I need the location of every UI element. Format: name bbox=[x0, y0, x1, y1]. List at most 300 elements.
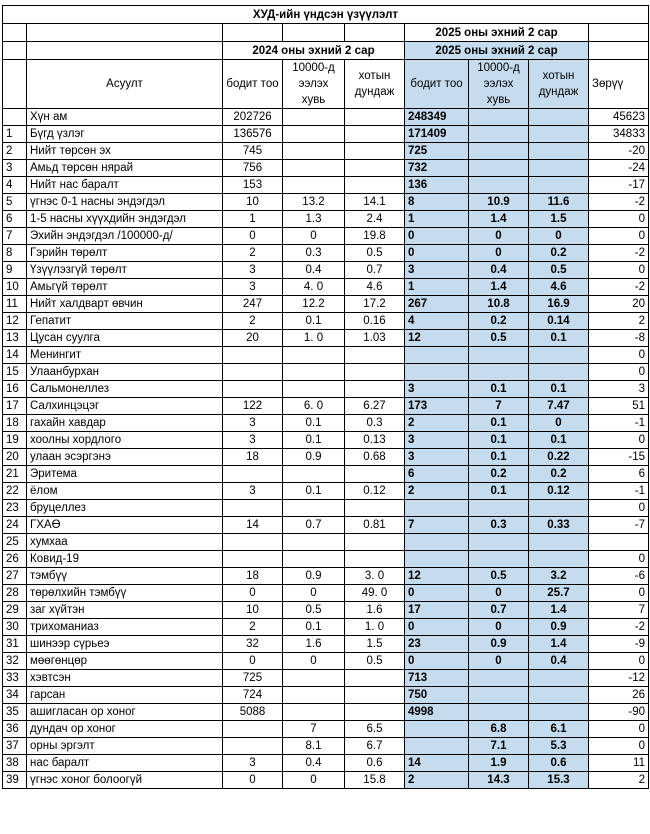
rate-2024 bbox=[283, 500, 345, 517]
count-2025: 7 bbox=[405, 517, 469, 534]
count-2025: 248349 bbox=[405, 109, 469, 126]
avg-2024 bbox=[345, 347, 405, 364]
avg-2025 bbox=[529, 534, 589, 551]
rate-2025: 0 bbox=[469, 245, 529, 262]
count-2024 bbox=[223, 500, 283, 517]
count-2024: 247 bbox=[223, 296, 283, 313]
rate-2025: 0.1 bbox=[469, 483, 529, 500]
rate-2025 bbox=[469, 109, 529, 126]
rate-2024 bbox=[283, 704, 345, 721]
row-number: 33 bbox=[3, 670, 27, 687]
diff-value: -8 bbox=[589, 330, 649, 347]
avg-2025: 0.33 bbox=[529, 517, 589, 534]
count-2025 bbox=[405, 347, 469, 364]
count-2024: 136576 bbox=[223, 126, 283, 143]
count-2024: 2 bbox=[223, 245, 283, 262]
table-row bbox=[3, 262, 649, 279]
diff-value: 26 bbox=[589, 687, 649, 704]
avg-2025: 0.5 bbox=[529, 262, 589, 279]
avg-2024 bbox=[345, 551, 405, 568]
indicator-name: Амьгүй төрөлт bbox=[27, 279, 223, 296]
period-2025-top: 2025 оны эхний 2 сар bbox=[405, 24, 589, 42]
count-2025: 0 bbox=[405, 653, 469, 670]
row-number: 31 bbox=[3, 636, 27, 653]
row-number: 35 bbox=[3, 704, 27, 721]
table-row bbox=[3, 602, 649, 619]
diff-value: -24 bbox=[589, 160, 649, 177]
row-number: 17 bbox=[3, 398, 27, 415]
indicator-name: Менингит bbox=[27, 347, 223, 364]
rate-2024: 0.1 bbox=[283, 415, 345, 432]
avg-2025: 0.2 bbox=[529, 245, 589, 262]
count-2025: 0 bbox=[405, 619, 469, 636]
count-2024: 10 bbox=[223, 194, 283, 211]
rate-2025 bbox=[469, 177, 529, 194]
avg-2025 bbox=[529, 670, 589, 687]
table-row bbox=[3, 670, 649, 687]
row-number: 22 bbox=[3, 483, 27, 500]
table-row bbox=[3, 194, 649, 211]
count-2025: 12 bbox=[405, 330, 469, 347]
rate-2024 bbox=[283, 126, 345, 143]
table-title: ХУД-ийн үндсэн үзүүлэлт bbox=[3, 6, 649, 24]
diff-value: -7 bbox=[589, 517, 649, 534]
avg-2024: 0.16 bbox=[345, 313, 405, 330]
rate-2024: 1.6 bbox=[283, 636, 345, 653]
indicator-name: Нийт нас баралт bbox=[27, 177, 223, 194]
avg-2025: 0.22 bbox=[529, 449, 589, 466]
avg-2024: 49. 0 bbox=[345, 585, 405, 602]
count-2025: 3 bbox=[405, 262, 469, 279]
diff-value: 0 bbox=[589, 500, 649, 517]
count-2025: 173 bbox=[405, 398, 469, 415]
rate-2025: 0.3 bbox=[469, 517, 529, 534]
diff-value: -20 bbox=[589, 143, 649, 160]
avg-2024 bbox=[345, 364, 405, 381]
row-number: 6 bbox=[3, 211, 27, 228]
table-row bbox=[3, 398, 649, 415]
diff-value: -15 bbox=[589, 449, 649, 466]
indicator-name: бруцеллез bbox=[27, 500, 223, 517]
rate-2025: 0.7 bbox=[469, 602, 529, 619]
row-number: 37 bbox=[3, 738, 27, 755]
diff-value: 6 bbox=[589, 466, 649, 483]
table-row bbox=[3, 687, 649, 704]
avg-2024: 19.8 bbox=[345, 228, 405, 245]
avg-2024 bbox=[345, 177, 405, 194]
avg-2025 bbox=[529, 500, 589, 517]
row-number bbox=[3, 109, 27, 126]
avg-2025 bbox=[529, 177, 589, 194]
avg-2025: 0.1 bbox=[529, 432, 589, 449]
avg-2025: 1.5 bbox=[529, 211, 589, 228]
rate-2024: 0.1 bbox=[283, 313, 345, 330]
rate-2025: 1.4 bbox=[469, 279, 529, 296]
indicator-name: Бүгд үзлэг bbox=[27, 126, 223, 143]
avg-header-2025: хотын дундаж bbox=[529, 60, 589, 109]
count-2024: 3 bbox=[223, 483, 283, 500]
avg-2025: 3.2 bbox=[529, 568, 589, 585]
rate-header-2025: 10000-д ээлэх хувь bbox=[469, 60, 529, 109]
rate-2025 bbox=[469, 347, 529, 364]
indicator-name: үгнэс 0-1 насны эндэгдэл bbox=[27, 194, 223, 211]
avg-2025 bbox=[529, 160, 589, 177]
avg-2025 bbox=[529, 347, 589, 364]
count-2025: 6 bbox=[405, 466, 469, 483]
count-2024: 0 bbox=[223, 653, 283, 670]
indicator-name: гахайн хавдар bbox=[27, 415, 223, 432]
table-row bbox=[3, 738, 649, 755]
row-number: 14 bbox=[3, 347, 27, 364]
row-number: 19 bbox=[3, 432, 27, 449]
avg-2024: 6.27 bbox=[345, 398, 405, 415]
rate-2024 bbox=[283, 109, 345, 126]
avg-2024: 6.5 bbox=[345, 721, 405, 738]
rate-2024 bbox=[283, 381, 345, 398]
table-row bbox=[3, 449, 649, 466]
rate-2024: 0.1 bbox=[283, 432, 345, 449]
indicator-name: Ковид-19 bbox=[27, 551, 223, 568]
indicator-name: нас баралт bbox=[27, 755, 223, 772]
indicator-name: тэмбүү bbox=[27, 568, 223, 585]
diff-value: 7 bbox=[589, 602, 649, 619]
count-2025: 171409 bbox=[405, 126, 469, 143]
rate-2025: 0.2 bbox=[469, 466, 529, 483]
rate-2025 bbox=[469, 126, 529, 143]
count-2024: 725 bbox=[223, 670, 283, 687]
avg-2025: 0.2 bbox=[529, 466, 589, 483]
indicator-name: Гэрийн төрөлт bbox=[27, 245, 223, 262]
row-number: 16 bbox=[3, 381, 27, 398]
avg-2025: 1.4 bbox=[529, 602, 589, 619]
count-2024 bbox=[223, 347, 283, 364]
table-row bbox=[3, 313, 649, 330]
avg-header-2024: хотын дундаж bbox=[345, 60, 405, 109]
rate-2024: 1.3 bbox=[283, 211, 345, 228]
row-number: 4 bbox=[3, 177, 27, 194]
indicator-name: улаан эсэргэнэ bbox=[27, 449, 223, 466]
row-number: 34 bbox=[3, 687, 27, 704]
rate-2024 bbox=[283, 466, 345, 483]
avg-2024: 1.5 bbox=[345, 636, 405, 653]
rate-2025: 0.5 bbox=[469, 330, 529, 347]
rate-2024: 0.5 bbox=[283, 602, 345, 619]
diff-value: 0 bbox=[589, 347, 649, 364]
count-2024: 3 bbox=[223, 415, 283, 432]
count-2025 bbox=[405, 534, 469, 551]
rate-2024: 0 bbox=[283, 653, 345, 670]
rate-2025 bbox=[469, 551, 529, 568]
table-row bbox=[3, 245, 649, 262]
diff-value: -2 bbox=[589, 279, 649, 296]
rate-2024: 8.1 bbox=[283, 738, 345, 755]
indicator-name: ГХАӨ bbox=[27, 517, 223, 534]
diff-value: -1 bbox=[589, 415, 649, 432]
diff-value: -90 bbox=[589, 704, 649, 721]
indicator-name: Нийт халдварт өвчин bbox=[27, 296, 223, 313]
indicator-name: мөөгөнцөр bbox=[27, 653, 223, 670]
count-2024: 2 bbox=[223, 619, 283, 636]
table-row bbox=[3, 143, 649, 160]
diff-value: 0 bbox=[589, 585, 649, 602]
rate-2024: 0.7 bbox=[283, 517, 345, 534]
rate-2024: 0.1 bbox=[283, 619, 345, 636]
indicator-name: хоолны хордлого bbox=[27, 432, 223, 449]
table-row bbox=[3, 500, 649, 517]
table-row bbox=[3, 466, 649, 483]
rate-2025 bbox=[469, 670, 529, 687]
indicator-name: дундач ор хоног bbox=[27, 721, 223, 738]
rate-2025: 10.8 bbox=[469, 296, 529, 313]
indicator-name: Салхинцэцэг bbox=[27, 398, 223, 415]
avg-2025: 0.1 bbox=[529, 381, 589, 398]
rate-2024: 1. 0 bbox=[283, 330, 345, 347]
rate-2024 bbox=[283, 347, 345, 364]
avg-2025: 7.47 bbox=[529, 398, 589, 415]
rate-2025: 0.1 bbox=[469, 415, 529, 432]
diff-value: 0 bbox=[589, 551, 649, 568]
diff-value: 3 bbox=[589, 381, 649, 398]
rate-2025 bbox=[469, 160, 529, 177]
row-number: 39 bbox=[3, 772, 27, 789]
avg-2024: 3. 0 bbox=[345, 568, 405, 585]
row-number: 30 bbox=[3, 619, 27, 636]
count-2025: 0 bbox=[405, 585, 469, 602]
table-row bbox=[3, 160, 649, 177]
count-2024 bbox=[223, 381, 283, 398]
rate-2025: 1.4 bbox=[469, 211, 529, 228]
avg-2024: 2.4 bbox=[345, 211, 405, 228]
table-row bbox=[3, 772, 649, 789]
count-2025: 23 bbox=[405, 636, 469, 653]
count-2025: 2 bbox=[405, 772, 469, 789]
avg-2025: 11.6 bbox=[529, 194, 589, 211]
avg-2024: 4.6 bbox=[345, 279, 405, 296]
count-2025 bbox=[405, 500, 469, 517]
table-row bbox=[3, 177, 649, 194]
count-2025: 0 bbox=[405, 245, 469, 262]
table-row bbox=[3, 619, 649, 636]
count-header-2025: бодит тоо bbox=[405, 60, 469, 109]
rate-2025: 6.8 bbox=[469, 721, 529, 738]
rate-2024 bbox=[283, 534, 345, 551]
avg-2025: 0 bbox=[529, 415, 589, 432]
rate-2025 bbox=[469, 687, 529, 704]
row-number: 28 bbox=[3, 585, 27, 602]
rate-2025: 0 bbox=[469, 653, 529, 670]
indicator-name: ёлом bbox=[27, 483, 223, 500]
row-number: 32 bbox=[3, 653, 27, 670]
diff-value: 51 bbox=[589, 398, 649, 415]
avg-2025: 15.3 bbox=[529, 772, 589, 789]
row-number: 5 bbox=[3, 194, 27, 211]
avg-2024 bbox=[345, 704, 405, 721]
diff-value: 45623 bbox=[589, 109, 649, 126]
count-2025: 3 bbox=[405, 432, 469, 449]
rate-2025: 10.9 bbox=[469, 194, 529, 211]
avg-2024 bbox=[345, 670, 405, 687]
rate-2024: 0.3 bbox=[283, 245, 345, 262]
group-header-2024: 2024 оны эхний 2 сар bbox=[223, 42, 405, 60]
rate-2024: 0 bbox=[283, 228, 345, 245]
avg-2024 bbox=[345, 534, 405, 551]
table-row bbox=[3, 364, 649, 381]
avg-2024 bbox=[345, 109, 405, 126]
avg-2024: 1.03 bbox=[345, 330, 405, 347]
rate-2024 bbox=[283, 177, 345, 194]
indicator-name: гарсан bbox=[27, 687, 223, 704]
diff-value: 0 bbox=[589, 228, 649, 245]
avg-2024: 6.7 bbox=[345, 738, 405, 755]
count-2025 bbox=[405, 721, 469, 738]
indicator-table bbox=[2, 5, 649, 789]
rate-2025: 0.9 bbox=[469, 636, 529, 653]
rate-2025: 0 bbox=[469, 619, 529, 636]
indicator-name: төрөлхийн тэмбүү bbox=[27, 585, 223, 602]
rate-2025: 0.1 bbox=[469, 381, 529, 398]
count-2025 bbox=[405, 364, 469, 381]
rate-2024: 7 bbox=[283, 721, 345, 738]
count-2024: 20 bbox=[223, 330, 283, 347]
row-number: 10 bbox=[3, 279, 27, 296]
table-row bbox=[3, 279, 649, 296]
avg-2025 bbox=[529, 364, 589, 381]
row-number: 21 bbox=[3, 466, 27, 483]
avg-2025 bbox=[529, 704, 589, 721]
rate-2025: 0.4 bbox=[469, 262, 529, 279]
row-number: 26 bbox=[3, 551, 27, 568]
count-2024: 32 bbox=[223, 636, 283, 653]
diff-value: 2 bbox=[589, 772, 649, 789]
avg-2024 bbox=[345, 381, 405, 398]
avg-2024: 0.7 bbox=[345, 262, 405, 279]
row-number: 12 bbox=[3, 313, 27, 330]
count-2024: 1 bbox=[223, 211, 283, 228]
avg-2025: 6.1 bbox=[529, 721, 589, 738]
count-2025: 1 bbox=[405, 279, 469, 296]
count-2024: 202726 bbox=[223, 109, 283, 126]
table-row bbox=[3, 636, 649, 653]
rate-2024: 0.9 bbox=[283, 568, 345, 585]
table-row bbox=[3, 126, 649, 143]
row-number: 2 bbox=[3, 143, 27, 160]
rate-2025: 14.3 bbox=[469, 772, 529, 789]
diff-value bbox=[589, 534, 649, 551]
table-row bbox=[3, 517, 649, 534]
avg-2025: 0.12 bbox=[529, 483, 589, 500]
row-number: 1 bbox=[3, 126, 27, 143]
indicator-name: Эритема bbox=[27, 466, 223, 483]
count-2024 bbox=[223, 721, 283, 738]
count-2025: 17 bbox=[405, 602, 469, 619]
table-row bbox=[3, 534, 649, 551]
rate-2024: 0.4 bbox=[283, 262, 345, 279]
table-row bbox=[3, 585, 649, 602]
avg-2025: 0 bbox=[529, 228, 589, 245]
count-2024: 3 bbox=[223, 432, 283, 449]
rate-2024 bbox=[283, 160, 345, 177]
row-number: 15 bbox=[3, 364, 27, 381]
diff-value: -6 bbox=[589, 568, 649, 585]
table-row bbox=[3, 653, 649, 670]
diff-value: 0 bbox=[589, 738, 649, 755]
avg-2025: 0.9 bbox=[529, 619, 589, 636]
indicator-name: шинээр сүрьеэ bbox=[27, 636, 223, 653]
count-2024: 745 bbox=[223, 143, 283, 160]
count-2025: 1 bbox=[405, 211, 469, 228]
rate-2025 bbox=[469, 534, 529, 551]
avg-2025: 0.1 bbox=[529, 330, 589, 347]
table-row bbox=[3, 551, 649, 568]
count-2025 bbox=[405, 738, 469, 755]
table-row bbox=[3, 704, 649, 721]
row-number: 38 bbox=[3, 755, 27, 772]
diff-value: -2 bbox=[589, 619, 649, 636]
table-row bbox=[3, 415, 649, 432]
rate-2024 bbox=[283, 687, 345, 704]
count-2025 bbox=[405, 551, 469, 568]
row-number: 24 bbox=[3, 517, 27, 534]
rate-2024: 12.2 bbox=[283, 296, 345, 313]
indicator-name: Цусан суулга bbox=[27, 330, 223, 347]
avg-2024: 0.5 bbox=[345, 653, 405, 670]
avg-2025 bbox=[529, 687, 589, 704]
count-2025: 4 bbox=[405, 313, 469, 330]
count-2025: 713 bbox=[405, 670, 469, 687]
indicator-name: орны эргэлт bbox=[27, 738, 223, 755]
diff-value: 11 bbox=[589, 755, 649, 772]
avg-2024: 17.2 bbox=[345, 296, 405, 313]
avg-2025: 0.14 bbox=[529, 313, 589, 330]
avg-2024: 1.6 bbox=[345, 602, 405, 619]
rate-header-2024: 10000-д ээлэх хувь bbox=[283, 60, 345, 109]
indicator-name: хумхаа bbox=[27, 534, 223, 551]
table-row bbox=[3, 347, 649, 364]
count-2025: 12 bbox=[405, 568, 469, 585]
rate-2025: 1.9 bbox=[469, 755, 529, 772]
diff-value: 0 bbox=[589, 721, 649, 738]
diff-value: 0 bbox=[589, 211, 649, 228]
avg-2024 bbox=[345, 160, 405, 177]
count-2024: 0 bbox=[223, 772, 283, 789]
count-2024 bbox=[223, 534, 283, 551]
avg-2024: 14.1 bbox=[345, 194, 405, 211]
count-2024: 10 bbox=[223, 602, 283, 619]
table-row bbox=[3, 483, 649, 500]
count-2025: 3 bbox=[405, 449, 469, 466]
avg-2025: 0.4 bbox=[529, 653, 589, 670]
table-row bbox=[3, 721, 649, 738]
table-row bbox=[3, 330, 649, 347]
count-2024: 0 bbox=[223, 585, 283, 602]
avg-2024: 0.13 bbox=[345, 432, 405, 449]
count-2025: 2 bbox=[405, 415, 469, 432]
count-2025: 4998 bbox=[405, 704, 469, 721]
count-2025: 0 bbox=[405, 228, 469, 245]
rate-2024: 13.2 bbox=[283, 194, 345, 211]
count-2025: 8 bbox=[405, 194, 469, 211]
diff-value: 0 bbox=[589, 364, 649, 381]
avg-2025: 1.4 bbox=[529, 636, 589, 653]
count-2024: 18 bbox=[223, 568, 283, 585]
indicator-name: Амьд төрсөн нярай bbox=[27, 160, 223, 177]
rate-2025: 0.1 bbox=[469, 449, 529, 466]
diff-value: -9 bbox=[589, 636, 649, 653]
row-number: 8 bbox=[3, 245, 27, 262]
rate-2024 bbox=[283, 670, 345, 687]
indicator-name: заг хүйтэн bbox=[27, 602, 223, 619]
row-number: 23 bbox=[3, 500, 27, 517]
